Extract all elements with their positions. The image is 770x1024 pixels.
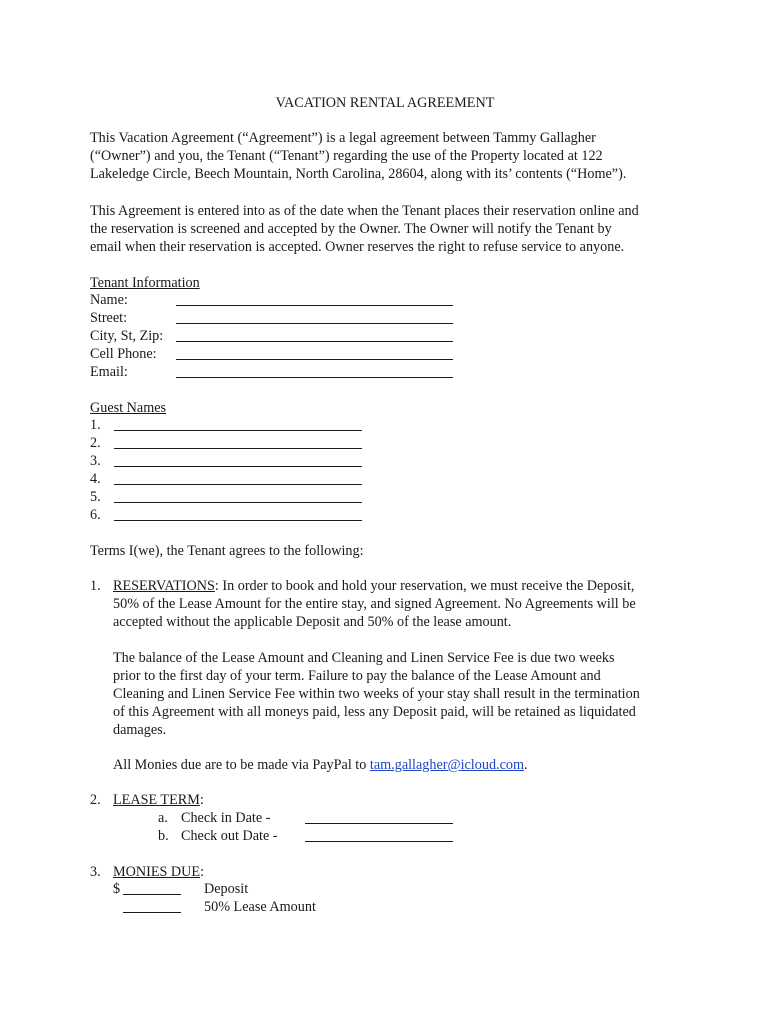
section-3-number: 3. (90, 864, 101, 880)
guest-number-1: 1. (90, 417, 101, 433)
section-2-colon: : (199, 792, 204, 808)
agreement-line-2: the reservation is screened and accepted by the Owner. The Owner will notify the Tenant by (90, 221, 612, 237)
section-1-number: 1. (90, 578, 101, 594)
agreement-line-1: This Agreement is entered into as of the date when the Tenant places their reservation online and (90, 203, 639, 219)
tenant-email-field[interactable] (176, 377, 453, 378)
intro-line-3: Lakeledge Circle, Beech Mountain, North Carolina, 28604, along with its’ contents (“Home”). (90, 166, 627, 182)
guest-name-field-4[interactable] (114, 484, 362, 485)
guest-number-3: 3. (90, 453, 101, 469)
tenant-name-field[interactable] (176, 305, 453, 306)
guest-name-field-3[interactable] (114, 466, 362, 467)
deposit-amount-field[interactable] (123, 894, 181, 895)
document-title: VACATION RENTAL AGREEMENT (275, 95, 495, 111)
tenant-street-label: Street: (90, 310, 128, 326)
intro-line-1: This Vacation Agreement (“Agreement”) is a legal agreement between Tammy Gallagher (90, 130, 596, 146)
deposit-dollar-sign: $ (113, 881, 121, 897)
tenant-city-field[interactable] (176, 341, 453, 342)
tenant-phone-field[interactable] (176, 359, 453, 360)
section-1-line-1 (113, 577, 634, 595)
section-2-heading: LEASE TERM (113, 792, 200, 808)
section-3-colon: : (200, 864, 205, 880)
section-1-line-3: accepted without the applicable Deposit and 50% of the lease amount. (113, 614, 512, 630)
guest-name-field-5[interactable] (114, 502, 362, 503)
tenant-email-label: Email: (90, 364, 128, 380)
balance-line-3: Cleaning and Linen Service Fee within two weeks of your stay shall result in the termination (113, 686, 640, 702)
lease-amount-field[interactable] (123, 912, 181, 913)
tenant-phone-label: Cell Phone: (90, 346, 157, 362)
guest-number-4: 4. (90, 471, 101, 487)
checkout-label: Check out Date - (181, 828, 278, 844)
checkin-date-field[interactable] (305, 823, 453, 824)
deposit-label: Deposit (204, 881, 249, 897)
guest-name-field-2[interactable] (114, 448, 362, 449)
section-3-heading-line (113, 863, 204, 881)
balance-line-4: of this Agreement with all moneys paid, less any Deposit paid, will be retained as liquidated (113, 704, 636, 720)
tenant-street-field[interactable] (176, 323, 453, 324)
section-2-heading-line (113, 791, 204, 809)
terms-intro: Terms I(we), the Tenant agrees to the following: (90, 543, 364, 559)
guest-name-field-1[interactable] (114, 430, 362, 431)
balance-line-1: The balance of the Lease Amount and Cleaning and Linen Service Fee is due two weeks (113, 650, 615, 666)
guest-names-heading: Guest Names (90, 400, 167, 416)
section-1-heading: RESERVATIONS (113, 578, 215, 594)
paypal-line (113, 756, 528, 774)
lease-amount-label: 50% Lease Amount (204, 899, 316, 915)
intro-line-2: (“Owner”) and you, the Tenant (“Tenant”) regarding the use of the Property located at 122 (90, 148, 603, 164)
agreement-line-3: email when their reservation is accepted. Owner reserves the right to refuse service to anyone. (90, 239, 625, 255)
guest-number-6: 6. (90, 507, 101, 523)
guest-number-5: 5. (90, 489, 101, 505)
section-1-line-2: 50% of the Lease Amount for the entire stay, and signed Agreement. No Agreements will be (113, 596, 636, 612)
balance-line-5: damages. (113, 722, 167, 738)
checkin-label: Check in Date - (181, 810, 271, 826)
guest-number-2: 2. (90, 435, 101, 451)
section-3-heading: MONIES DUE (113, 864, 201, 880)
balance-line-2: prior to the first day of your term. Failure to pay the balance of the Lease Amount and (113, 668, 601, 684)
checkin-marker: a. (158, 810, 168, 826)
checkout-marker: b. (158, 828, 169, 844)
section-1-line-1-text: : In order to book and hold your reservation, we must receive the Deposit, (214, 578, 635, 594)
tenant-city-label: City, St, Zip: (90, 328, 164, 344)
guest-name-field-6[interactable] (114, 520, 362, 521)
tenant-info-heading: Tenant Information (90, 275, 200, 291)
section-2-number: 2. (90, 792, 101, 808)
tenant-name-label: Name: (90, 292, 128, 308)
checkout-date-field[interactable] (305, 841, 453, 842)
paypal-suffix: . (524, 757, 528, 773)
paypal-email-link[interactable]: tam.gallagher@icloud.com (369, 757, 525, 773)
paypal-prefix: All Monies due are to be made via PayPal to (113, 757, 370, 773)
